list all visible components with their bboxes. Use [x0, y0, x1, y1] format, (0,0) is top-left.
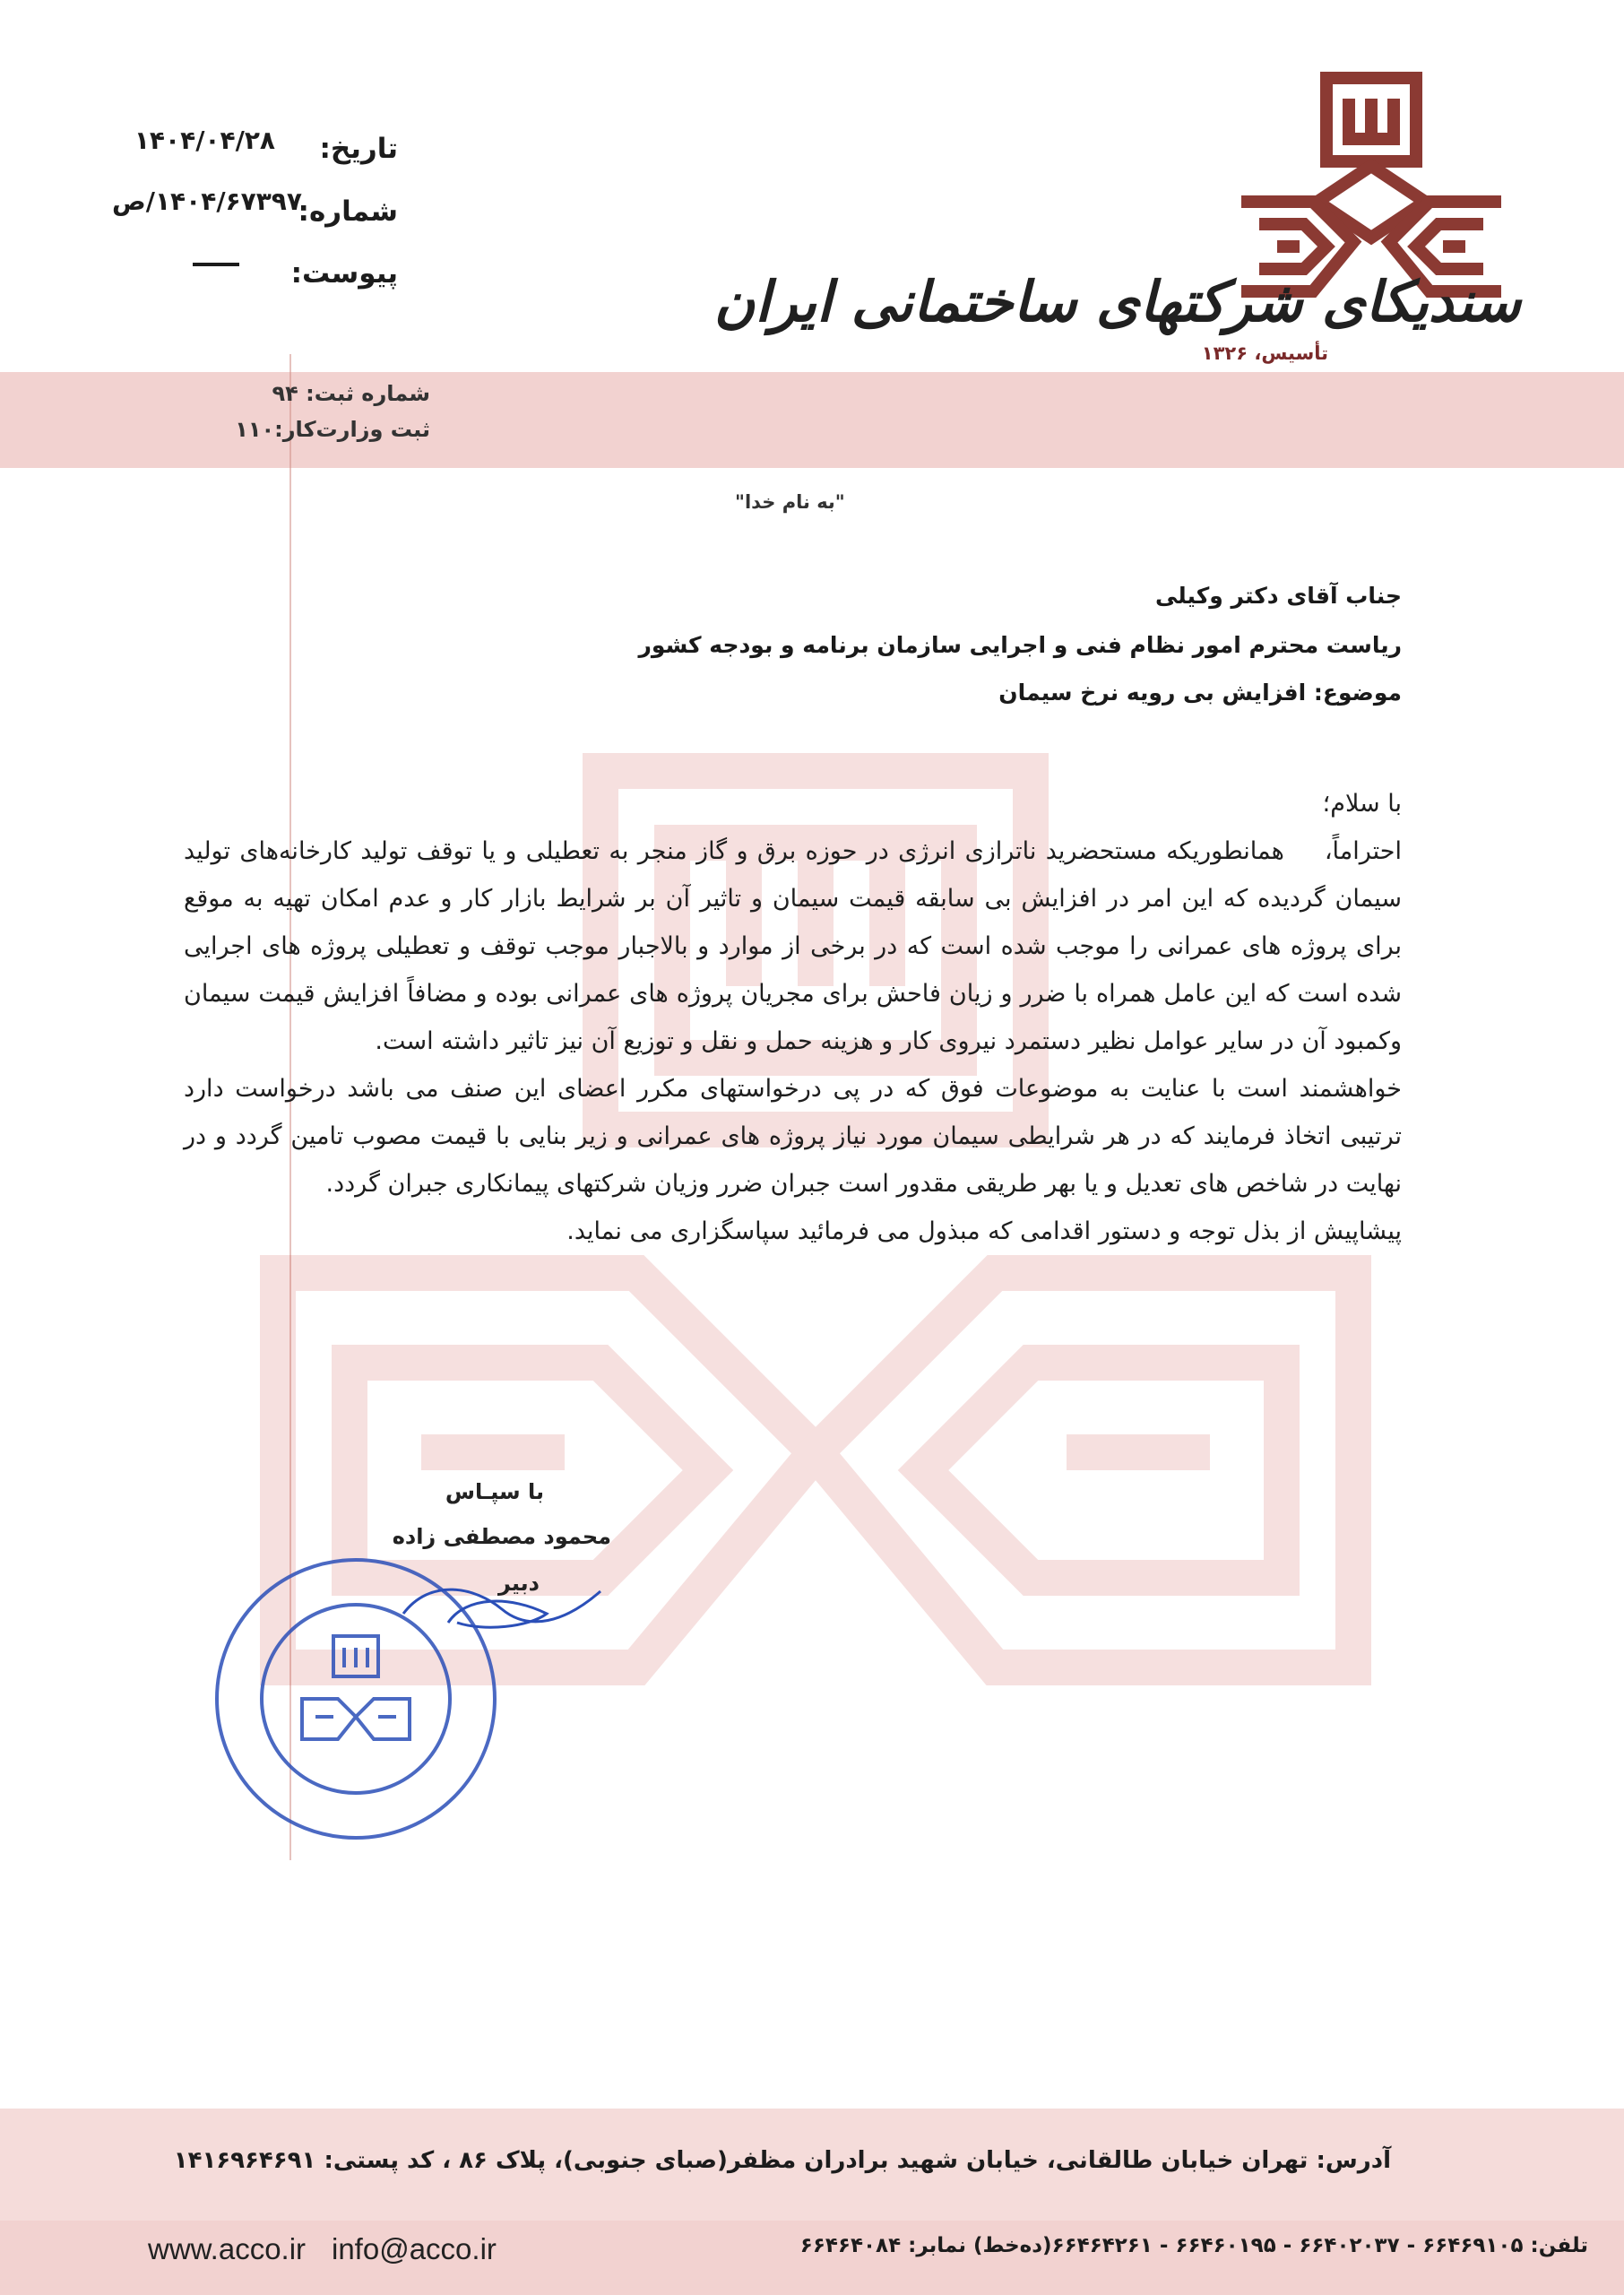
signer-name: محمود مصطفی زاده — [392, 1524, 611, 1549]
paragraph-3: پیشاپیش از بذل توجه و دستور اقدامی که مبذول می فرمائید سپاسگزاری می نماید. — [566, 1217, 1402, 1245]
signer-role: دبیر — [497, 1571, 540, 1596]
founded-year: تأسیس، ۱۳۲۶ — [1201, 342, 1328, 364]
letter-body — [184, 780, 1402, 1255]
basmala: "به نام خدا" — [735, 491, 845, 513]
registration-number: شماره ثبت: ۹۴ — [272, 381, 430, 406]
recipient-title: ریاست محترم امور نظام فنی و اجرایی سازمان برنامه و بودجه کشور — [638, 632, 1402, 658]
paragraph-2: خواهشمند است با عنایت به موضوعات فوق که در پی درخواستهای مکرر اعضای این صنف می باشد درخواست دارد ترتیبی اتخاذ فرمایند که در هر شرایطی سیمان مورد نیاز پروژه های عمرانی و زیر بنایی با قیمت مصوب تامین گردد و در نهایت در شاخص های تعدیل و یا بهر طریقی مقدور است جبران ضرر وزیان شرکتهای پیمانکاری جبران گردد. — [184, 1075, 1402, 1198]
official-stamp — [208, 1551, 504, 1847]
letter-subject: موضوع: افزایش بی رویه نرخ سیمان — [998, 680, 1402, 706]
recipient-name: جناب آقای دکتر وکیلی — [1155, 583, 1402, 609]
greeting: با سلام؛ — [1322, 790, 1402, 818]
website-link[interactable]: www.acco.ir — [148, 2232, 307, 2265]
attachment-dash — [193, 263, 239, 266]
date-value: ۱۴۰۴/۰۴/۲۸ — [134, 126, 275, 155]
date-label: تاریخ: — [319, 133, 398, 165]
closing-thanks: با سپـاس — [445, 1479, 544, 1504]
footer-address: آدرس: تهران خیابان طالقانی، خیابان شهید برادران مظفر(صبای جنوبی)، پلاک ۸۶ ، کد پستی: ۱۴۱۶۹۶۴۶۹۱ — [173, 2147, 1391, 2174]
email-link[interactable]: info@acco.ir — [332, 2232, 497, 2265]
attachment-label: پیوست: — [290, 257, 398, 290]
number-value: ۱۴۰۴/۶۷۳۹۷/ص — [112, 186, 302, 216]
number-label: شماره: — [298, 195, 398, 228]
phone-numbers: تلفن: ۶۶۴۶۹۱۰۵ - ۶۶۴۰۲۰۳۷ - ۶۶۴۶۰۱۹۵ - ۶۶۴۶۴۲۶۱(ده‌خط) نمابر: ۶۶۴۶۴۰۸۴ — [799, 2234, 1588, 2257]
respect-opening: احتراماً، — [1324, 837, 1402, 865]
paragraph-1 — [184, 827, 1402, 1065]
org-name: سندیکای شرکتهای ساختمانی ایران — [713, 269, 1521, 334]
paragraph-1-text: همانطوریکه مستحضرید ناترازی انرژی در حوزه برق و گاز منجر به تعطیلی و یا توقف تولید کارخانه‌های تولید سیمان گردیده که این امر در افزایش بی سابقه قیمت سیمان و تاثیر آن بر شرایط بازار کار و عدم امکان تهیه به موقع برای پروژه های عمرانی را موجب شده است که در برخی از موارد و بالاجبار موجب توقف و تعطیلی پروژه های اجرایی شده است که این عامل همراه با ضرر و زیان فاحش برای مجریان پروژه های عمرانی بوده و مضافاً افزایش قیمت سیمان وکمبود آن در سایر عوامل نظیر دستمرد نیروی کار و هزینه حمل و نقل و توزیع آن نیز تاثیر داشته است. — [184, 837, 1402, 1055]
labor-ministry-registration: ثبت وزارت‌کار:۱۱۰ — [235, 417, 430, 442]
